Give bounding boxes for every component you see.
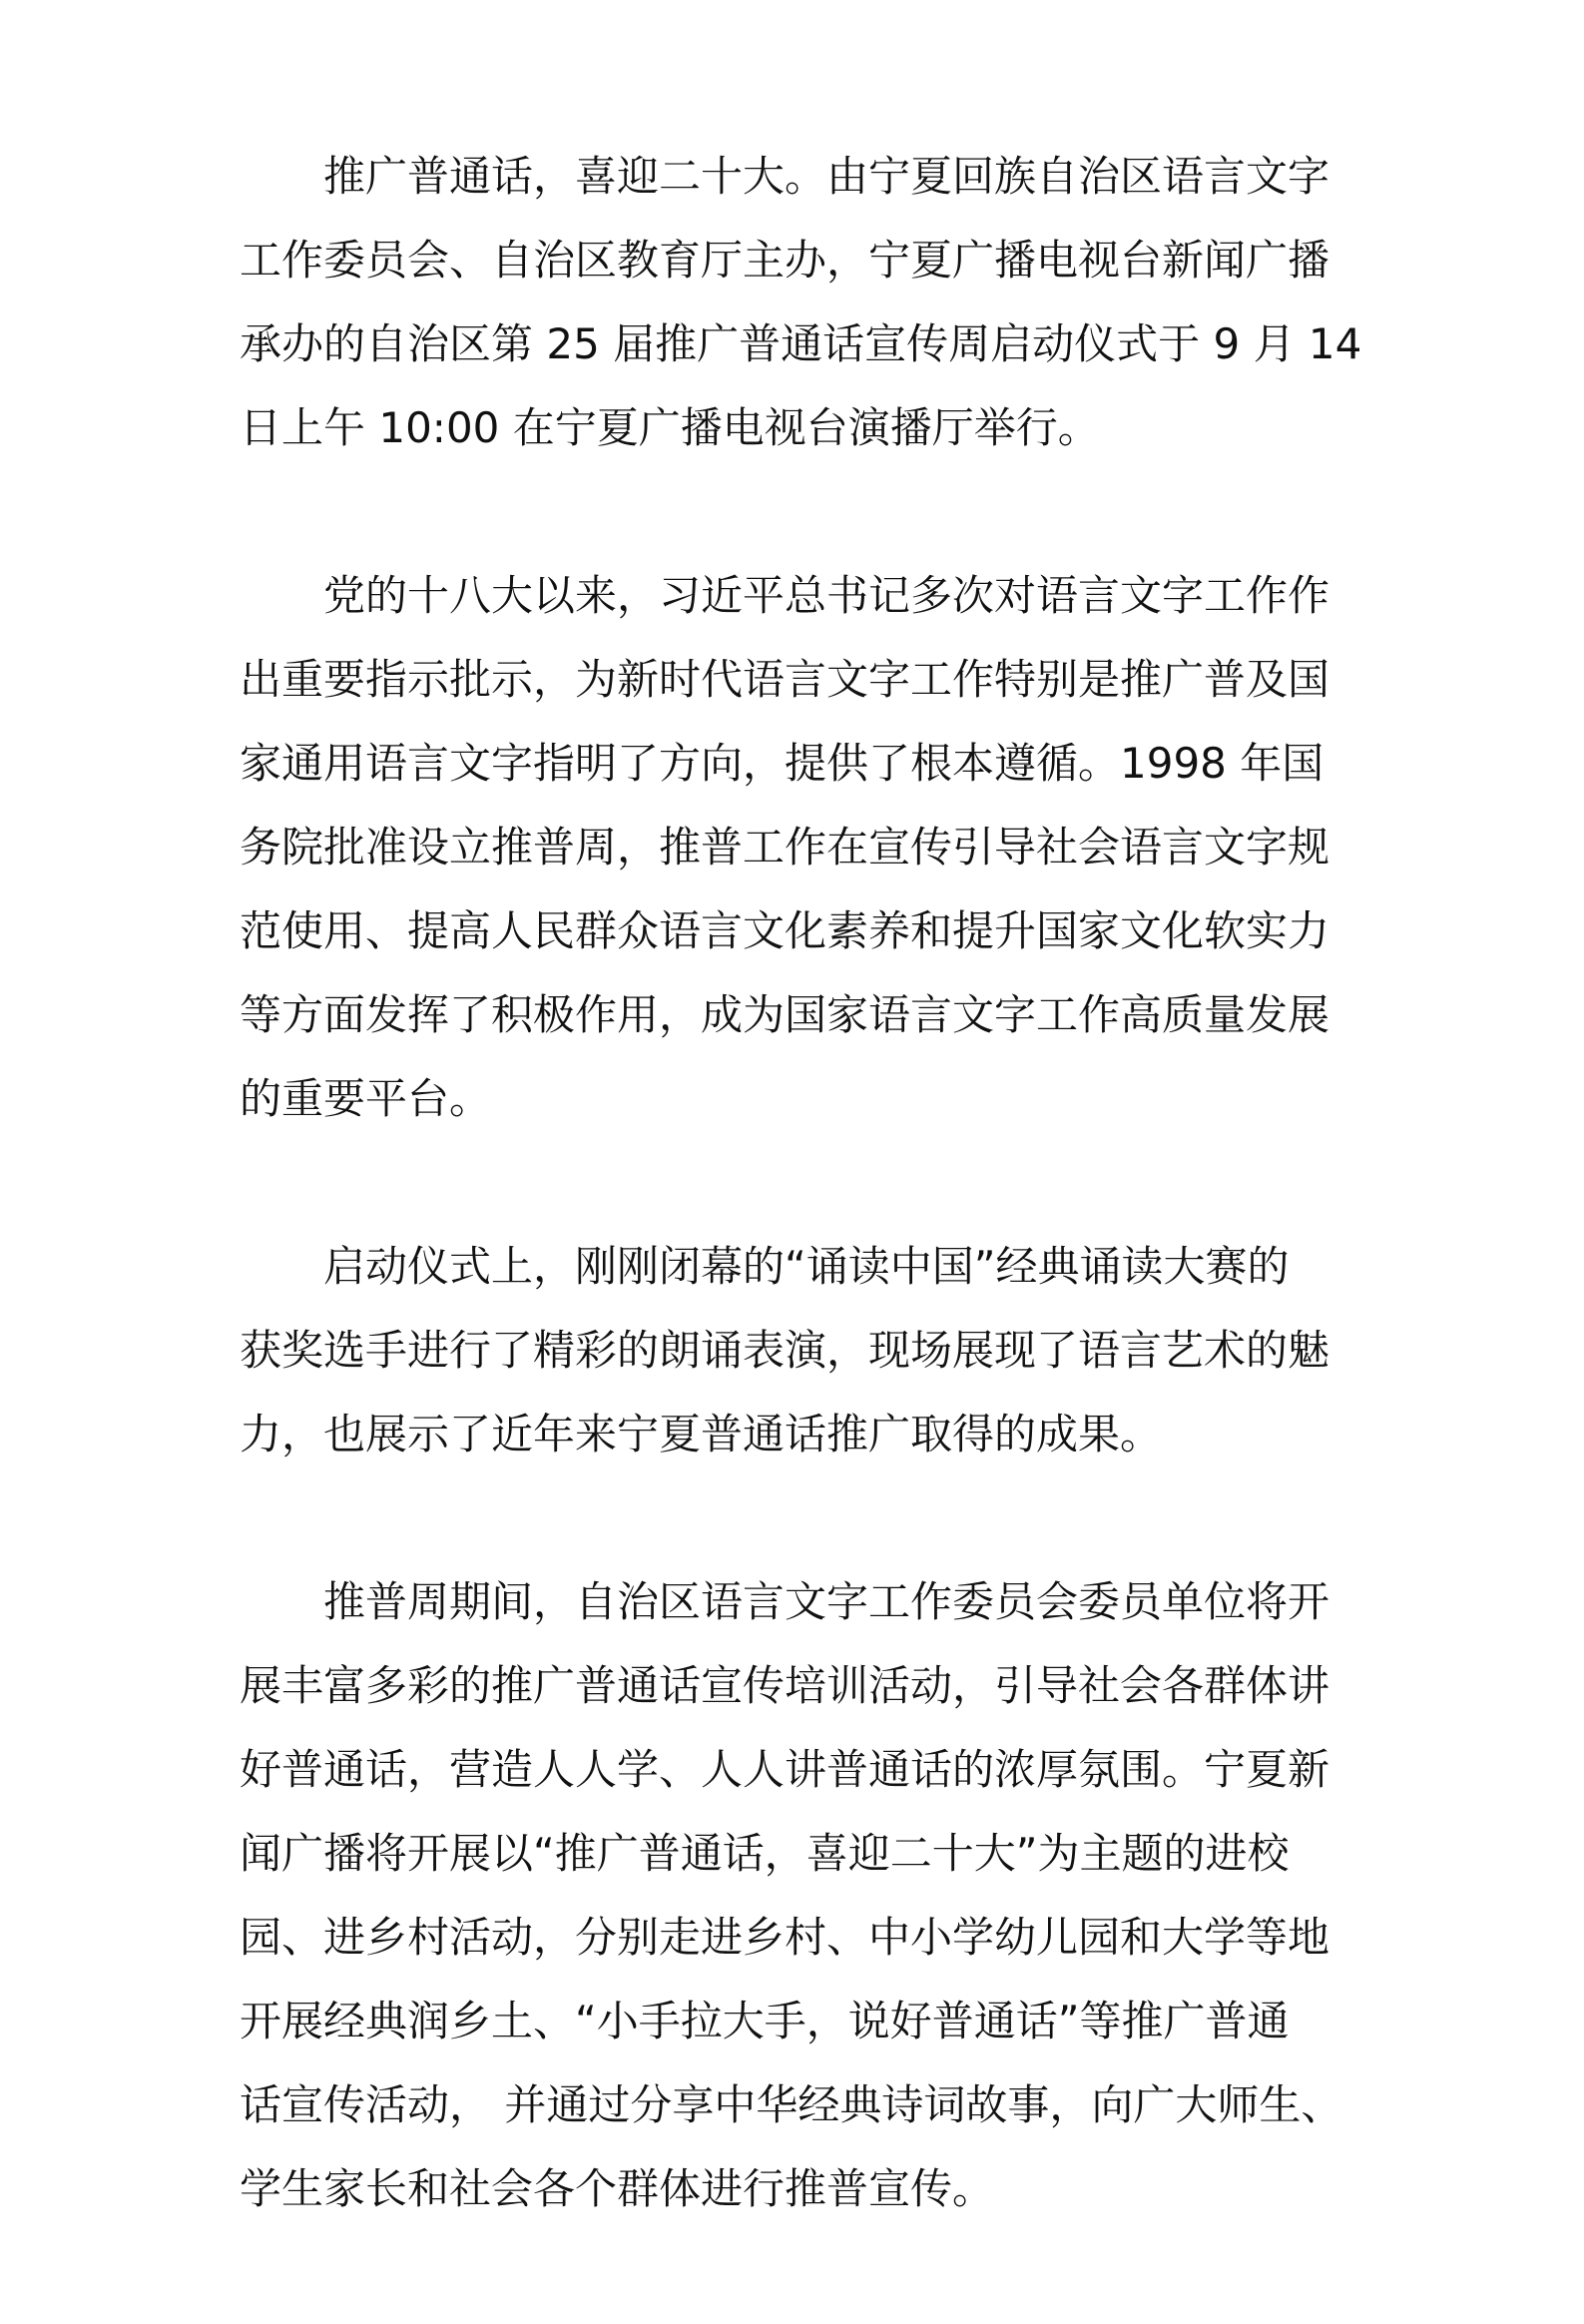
paragraph-line: 启动仪式上，刚刚闭幕的“诵读中国”经典诵读大赛的 <box>323 1242 1290 1291</box>
paragraph-1 <box>240 135 1362 470</box>
paragraph-spacer <box>240 1141 1347 1225</box>
paragraph-line: 园、进乡村活动，分别走进乡村、中小学幼儿园和大学等地 <box>240 1913 1330 1962</box>
paragraph-line: 话宣传活动， 并通过分享中华经典诗词故事，向广大师生、 <box>240 2080 1343 2129</box>
paragraph-line: 推普周期间，自治区语言文字工作委员会委员单位将开 <box>323 1577 1330 1626</box>
paragraph-line: 日上午 10:00 在宁夏广播电视台演播厅举行。 <box>240 403 1100 452</box>
paragraph-line: 家通用语言文字指明了方向，提供了根本遵循。1998 年国 <box>240 739 1324 788</box>
paragraph-line: 力，也展示了近年来宁夏普通话推广取得的成果。 <box>240 1410 1163 1458</box>
paragraph-3 <box>240 1225 1347 1476</box>
paragraph-line: 出重要指示批示，为新时代语言文字工作特别是推广普及国 <box>240 655 1330 704</box>
paragraph-line: 范使用、提高人民群众语言文化素养和提升国家文化软实力 <box>240 906 1330 955</box>
paragraph-line: 的重要平台。 <box>240 1074 492 1123</box>
article-body <box>240 135 1362 2231</box>
paragraph-line: 工作委员会、自治区教育厅主办，宁夏广播电视台新闻广播 <box>240 236 1330 285</box>
paragraph-line: 闻广播将开展以“推广普通话，喜迎二十大”为主题的进校 <box>240 1829 1290 1878</box>
paragraph-line: 开展经典润乡土、“小手拉大手，说好普通话”等推广普通 <box>240 1997 1290 2045</box>
paragraph-line: 承办的自治区第 25 届推广普通话宣传周启动仪式于 9 月 14 <box>240 319 1362 368</box>
paragraph-line: 学生家长和社会各个群体进行推普宣传。 <box>240 2164 995 2213</box>
paragraph-line: 党的十八大以来，习近平总书记多次对语言文字工作作 <box>323 571 1330 620</box>
paragraph-line: 展丰富多彩的推广普通话宣传培训活动，引导社会各群体讲 <box>240 1661 1330 1710</box>
paragraph-spacer <box>240 470 1347 554</box>
paragraph-line: 务院批准设立推普周，推普工作在宣传引导社会语言文字规 <box>240 823 1330 872</box>
paragraph-line: 好普通话，营造人人学、人人讲普通话的浓厚氛围。宁夏新 <box>240 1745 1330 1794</box>
paragraph-2 <box>240 554 1347 1141</box>
paragraph-line: 推广普通话，喜迎二十大。由宁夏回族自治区语言文字 <box>323 152 1330 201</box>
paragraph-line: 等方面发挥了积极作用，成为国家语言文字工作高质量发展 <box>240 990 1330 1039</box>
paragraph-spacer <box>240 1476 1347 1560</box>
paragraph-line: 获奖选手进行了精彩的朗诵表演，现场展现了语言艺术的魅 <box>240 1326 1330 1375</box>
paragraph-4 <box>240 1560 1347 2231</box>
